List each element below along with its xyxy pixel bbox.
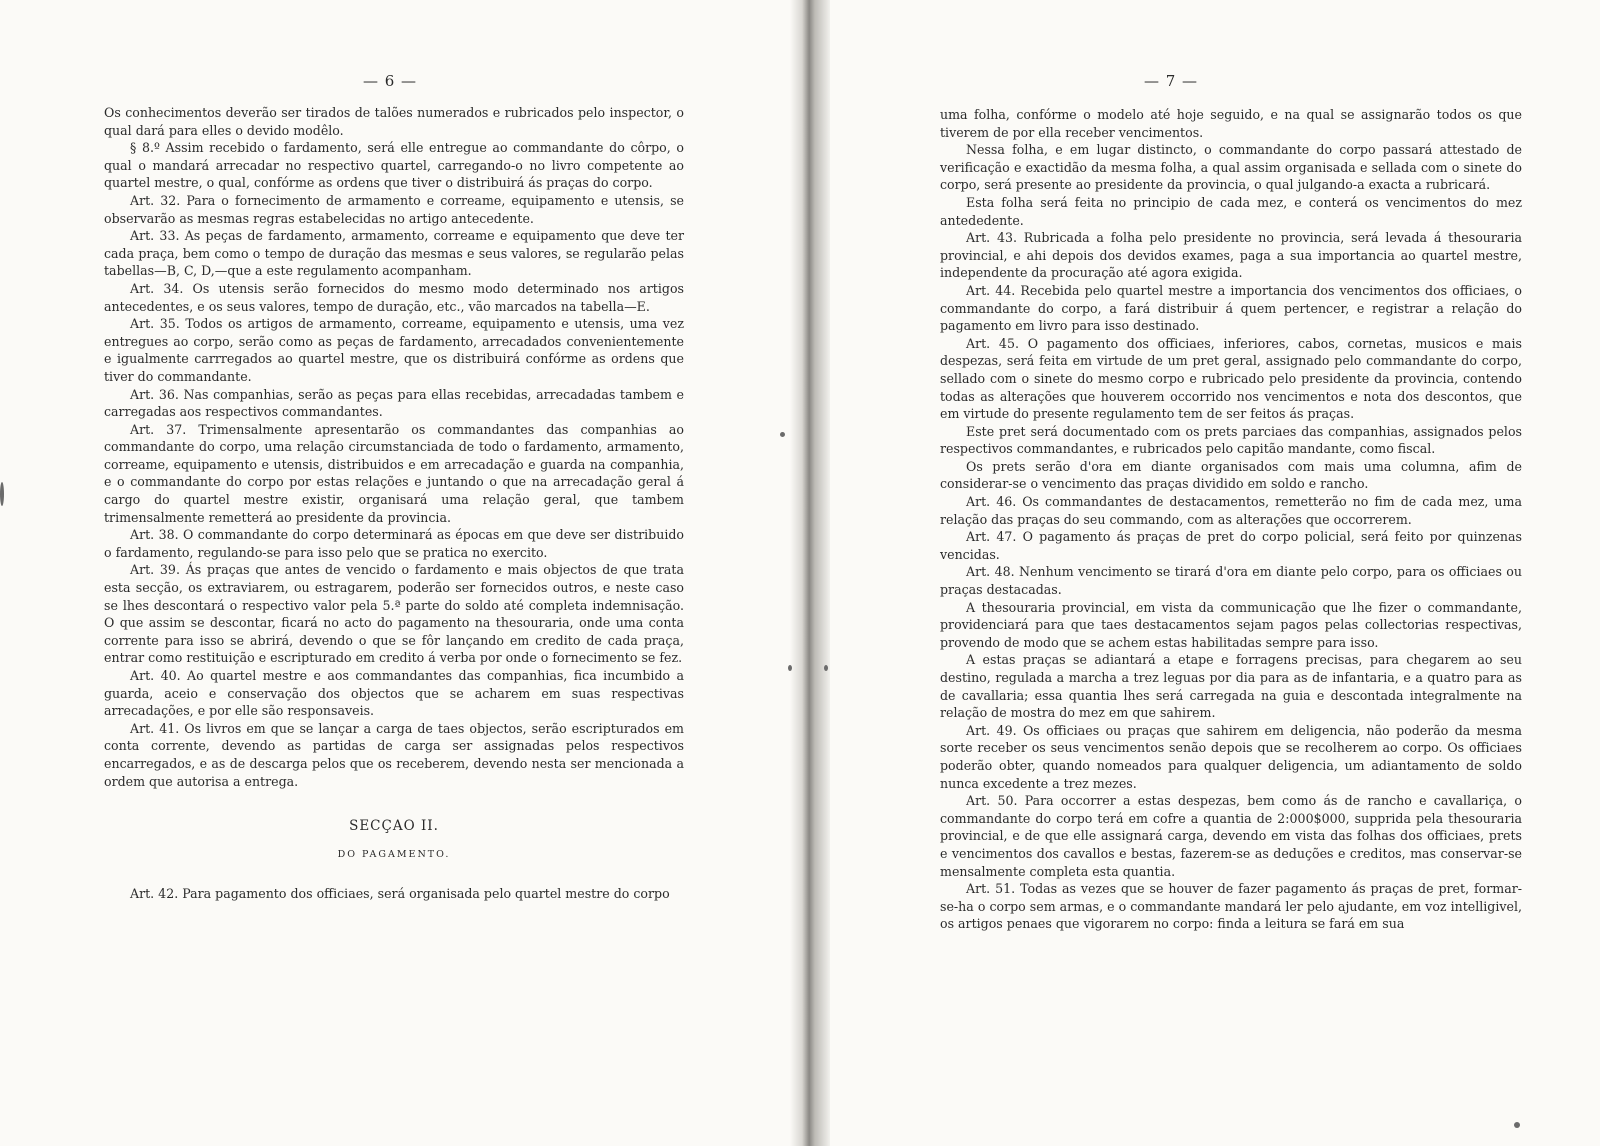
scan-speck [1514, 1122, 1520, 1128]
paragraph: A thesouraria provincial, em vista da communicação que lhe fizer o commandante, providenciará para que taes destacamentos sejam pagos pelas collectorias respectivas, provendo de modo que se achem estas habilitadas sempre para isso. [940, 599, 1522, 650]
section-subtitle: DO PAGAMENTO. [337, 848, 451, 860]
paragraph: Art. 36. Nas companhias, serão as peças para ellas recebidas, arrecadadas tambem e carregadas aos respectivos commandantes. [104, 386, 684, 420]
paragraph: Os conhecimentos deverão ser tirados de talões numerados e rubricados pelo inspector, o qual dará para elles o devido modêlo. [104, 105, 684, 138]
paragraph: Art. 48. Nenhum vencimento se tirará d'ora em diante pelo corpo, para os officiaes ou praças destacadas. [940, 564, 1522, 598]
paragraph: § 8.º Assim recebido o fardamento, será elle entregue ao commandante do côrpo, o qual o mandará arrecadar no respectivo quartel, carregando-o no livro competente ao quartel mestre, o qual, confórme as ordens que tiver o distribuirá ás praças do corpo. [104, 140, 684, 191]
paragraph: Nessa folha, e em lugar distincto, o commandante do corpo passará attestado de verificação e exactidão da mesma folha, a qual assim organisada e sellada com o sinete do corpo, será presente ao presidente da provincia, o qual julgando-a exacta a rubricará. [940, 142, 1522, 193]
right-page [940, 0, 1522, 1146]
book-gutter [790, 0, 830, 1146]
paragraph: Os prets serão d'ora em diante organisados com mais uma columna, afim de considerar-se o vencimento das praças dividido em soldo e rancho. [940, 458, 1522, 492]
paragraph: Art. 51. Todas as vezes que se houver de fazer pagamento ás praças de pret, formar-se-ha o corpo sem armas, e o commandante mandará ler pelo ajudante, em voz intelligivel, os artigos penaes que vigorarem no corpo: finda a leitura se fará em sua [940, 881, 1522, 932]
right-page-text [940, 106, 1522, 933]
paragraph: Art. 43. Rubricada a folha pelo presidente no provincia, será levada á thesouraria provincial, e ahi depois dos devidos exames, paga a sua importancia ao quartel mestre, independente da procuração até agora exigida. [940, 230, 1522, 281]
paragraph: Art. 46. Os commandantes de destacamentos, remetterão no fim de cada mez, uma relação das praças do seu commando, com as alterações que occorrerem. [940, 494, 1522, 527]
paragraph: A estas praças se adiantará a etape e forragens precisas, para chegarem ao seu destino, regulada a marcha a trez leguas por dia para as de infantaria, e a quatro para as de cavallaria; essa quantia lhes será carregada na guia e descontada integralmente na relação de mostra do mez em que sahirem. [940, 652, 1522, 721]
left-page-text [104, 104, 684, 903]
paragraph: Art. 39. Ás praças que antes de vencido o fardamento e mais objectos de que trata esta secção, os extraviarem, ou estragarem, poderão ser fornecidos outros, e neste caso se lhes descontará o respectivo valor pela 5.ª parte do soldo até completa indemnisação. O que assim se descontar, ficará no acto do pagamento na thesouraria, onde uma conta corrente para isso se abrirá, devendo o que se fôr lançando em credito de cada praça, entrar como restituição e escripturado em credito á verba por onde o fornecimento se fez. [104, 562, 684, 666]
paragraph: Art. 42. Para pagamento dos officiaes, será organisada pelo quartel mestre do corpo [130, 886, 670, 902]
paragraph: Art. 38. O commandante do corpo determinará as épocas em que deve ser distribuido o fardamento, regulando-se para isso pelo que se pratica no exercito. [104, 527, 684, 560]
page-number-left: — 6 — [362, 72, 418, 90]
section-title: SECÇAO II. [349, 818, 439, 835]
paragraph: Este pret será documentado com os prets parciaes das companhias, assignados pelos respectivos commandantes, e rubricados pelo capitão mandante, como fiscal. [940, 423, 1522, 457]
paragraph: Art. 33. As peças de fardamento, armamento, correame e equipamento que deve ter cada praça, bem como o tempo de duração das mesmas e seus valores, se regularão pelas tabellas—B, C, D,—que a este regulamento acompanham. [104, 228, 684, 279]
paragraph: Art. 49. Os officiaes ou praças que sahirem em deligencia, não poderão da mesma sorte receber os seus vencimentos senão depois que se recolherem ao corpo. Os officiaes poderão obter, quando nomeados para qualquer deligencia, um adiantamento de soldo nunca excedente a trez mezes. [940, 722, 1522, 791]
page-number-right: — 7 — [1143, 72, 1199, 90]
paragraph: Art. 45. O pagamento dos officiaes, inferiores, cabos, cornetas, musicos e mais despezas, será feita em virtude de um pret geral, assignado pelo commandante do corpo, sellado com o sinete do mesmo corpo e rubricado pelo presidente da provincia, contendo todas as alterações que houverem occorrido nos vencimentos e nota dos descontos, que em virtude do presente regulamento tem de ser feitos ás praças. [940, 335, 1522, 422]
paragraph: Art. 34. Os utensis serão fornecidos do mesmo modo determinado nos artigos antecedentes, e os seus valores, tempo de duração, etc., vão marcados na tabella—E. [104, 280, 684, 314]
scan-speck [0, 482, 4, 506]
left-page [104, 0, 684, 1146]
paragraph: uma folha, confórme o modelo até hoje seguido, e na qual se assignarão todos os que tiverem de por ella receber vencimentos. [940, 107, 1522, 140]
paragraph: Esta folha será feita no principio de cada mez, e conterá os vencimentos do mez antededente. [940, 194, 1522, 228]
scan-speck [824, 665, 828, 671]
paragraph: Art. 47. O pagamento ás praças de pret do corpo policial, será feito por quinzenas vencidas. [940, 529, 1522, 562]
scan-speck [780, 432, 785, 437]
paragraph: Art. 40. Ao quartel mestre e aos commandantes das companhias, fica incumbido a guarda, aceio e conservação dos objectos que se acharem em suas respectivas arrecadações, e por elle são responsaveis. [104, 668, 684, 719]
paragraph: Art. 32. Para o fornecimento de armamento e correame, equipamento e utensis, se observarão as mesmas regras estabelecidas no artigo antecedente. [104, 192, 684, 226]
paragraph: Art. 44. Recebida pelo quartel mestre a importancia dos vencimentos dos officiaes, o commandante do corpo, a fará distribuir á quem pertencer, e registrar a relação do pagamento em livro para isso destinado. [940, 282, 1522, 334]
paragraph: Art. 50. Para occorrer a estas despezas, bem como ás de rancho e cavallariça, o commandante do corpo terá em cofre a quantia de 2:000$000, supprida pela thesouraria provincial, e de que elle assignará carga, devendo em vista das folhas dos officiaes, prets e vencimentos dos cavallos e bestas, fazerem-se as deduções e creditos, mas conservar-se mensalmente completa esta quantia. [940, 793, 1522, 879]
paragraph: Art. 37. Trimensalmente apresentarão os commandantes das companhias ao commandante do corpo, uma relação circumstanciada de todo o fardamento, armamento, correame, equipamento e utensis, distribuidos e em arrecadação e guarda na companhia, e o commandante do corpo por estas relações e juntando o que na arrecadação geral á cargo do quartel mestre existir, organisará uma relação geral, que tambem trimensalmente remetterá ao presidente da provincia. [104, 421, 684, 525]
paragraph: Art. 41. Os livros em que se lançar a carga de taes objectos, serão escripturados em conta corrente, devendo as partidas de carga ser assignadas pelos respectivos encarregados, e as de descarga pelos que os receberem, devendo nesta ser mencionada a ordem que autorisa a entrega. [104, 720, 684, 789]
paragraph: Art. 35. Todos os artigos de armamento, correame, equipamento e utensis, uma vez entregues ao corpo, serão como as peças de fardamento, arrecadados convenientemente e igualmente carrregados ao quartel mestre, que os distribuirá confórme as ordens que tiver do commandante. [104, 316, 684, 384]
scan-speck [788, 665, 792, 671]
